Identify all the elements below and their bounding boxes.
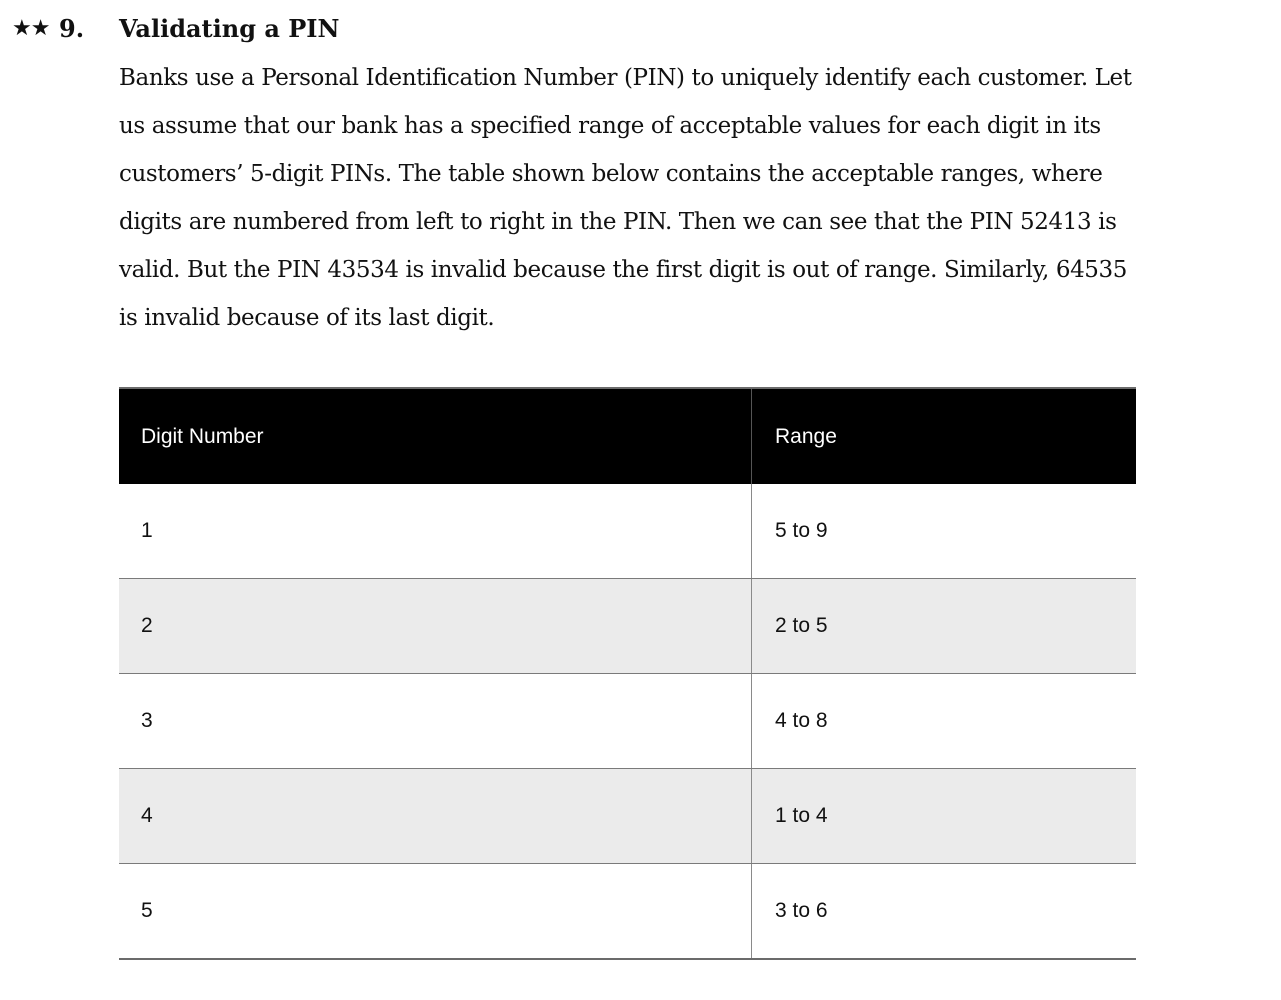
range-cell: 5 to 9: [752, 484, 1137, 579]
exercise-number: 9.: [59, 14, 85, 43]
table-row: [119, 579, 1136, 674]
range-cell: 1 to 4: [752, 769, 1137, 864]
range-cell: 3 to 6: [752, 864, 1137, 960]
table-row: [119, 769, 1136, 864]
difficulty-stars: ★★: [12, 16, 50, 41]
exercise-description: Banks use a Personal Identification Number (PIN) to uniquely identify each customer. Let us assume that our bank has a specified range of acceptable values for each digit in its customers’ 5-digit PINs. The table shown below contains the acceptable ranges, where digits are numbered from left to right in the PIN. Then we can see that the PIN 52413 is valid. But the PIN 43534 is invalid because the first digit is out of range. Similarly, 64535 is invalid because of its last digit.: [119, 65, 1132, 331]
digit-number-cell: 3: [119, 674, 752, 769]
table-header-row: [119, 388, 1136, 484]
column-header-range: Range: [752, 388, 1137, 484]
pin-range-table: [119, 387, 1136, 960]
table-row: [119, 864, 1136, 960]
range-cell: 2 to 5: [752, 579, 1137, 674]
table-row: [119, 674, 1136, 769]
digit-number-cell: 4: [119, 769, 752, 864]
exercise-header: [12, 10, 1212, 50]
digit-number-cell: 2: [119, 579, 752, 674]
digit-number-cell: 1: [119, 484, 752, 579]
table-row: [119, 484, 1136, 579]
exercise-title: Validating a PIN: [119, 14, 340, 43]
digit-number-cell: 5: [119, 864, 752, 960]
column-header-digit-number: Digit Number: [119, 388, 752, 484]
range-cell: 4 to 8: [752, 674, 1137, 769]
